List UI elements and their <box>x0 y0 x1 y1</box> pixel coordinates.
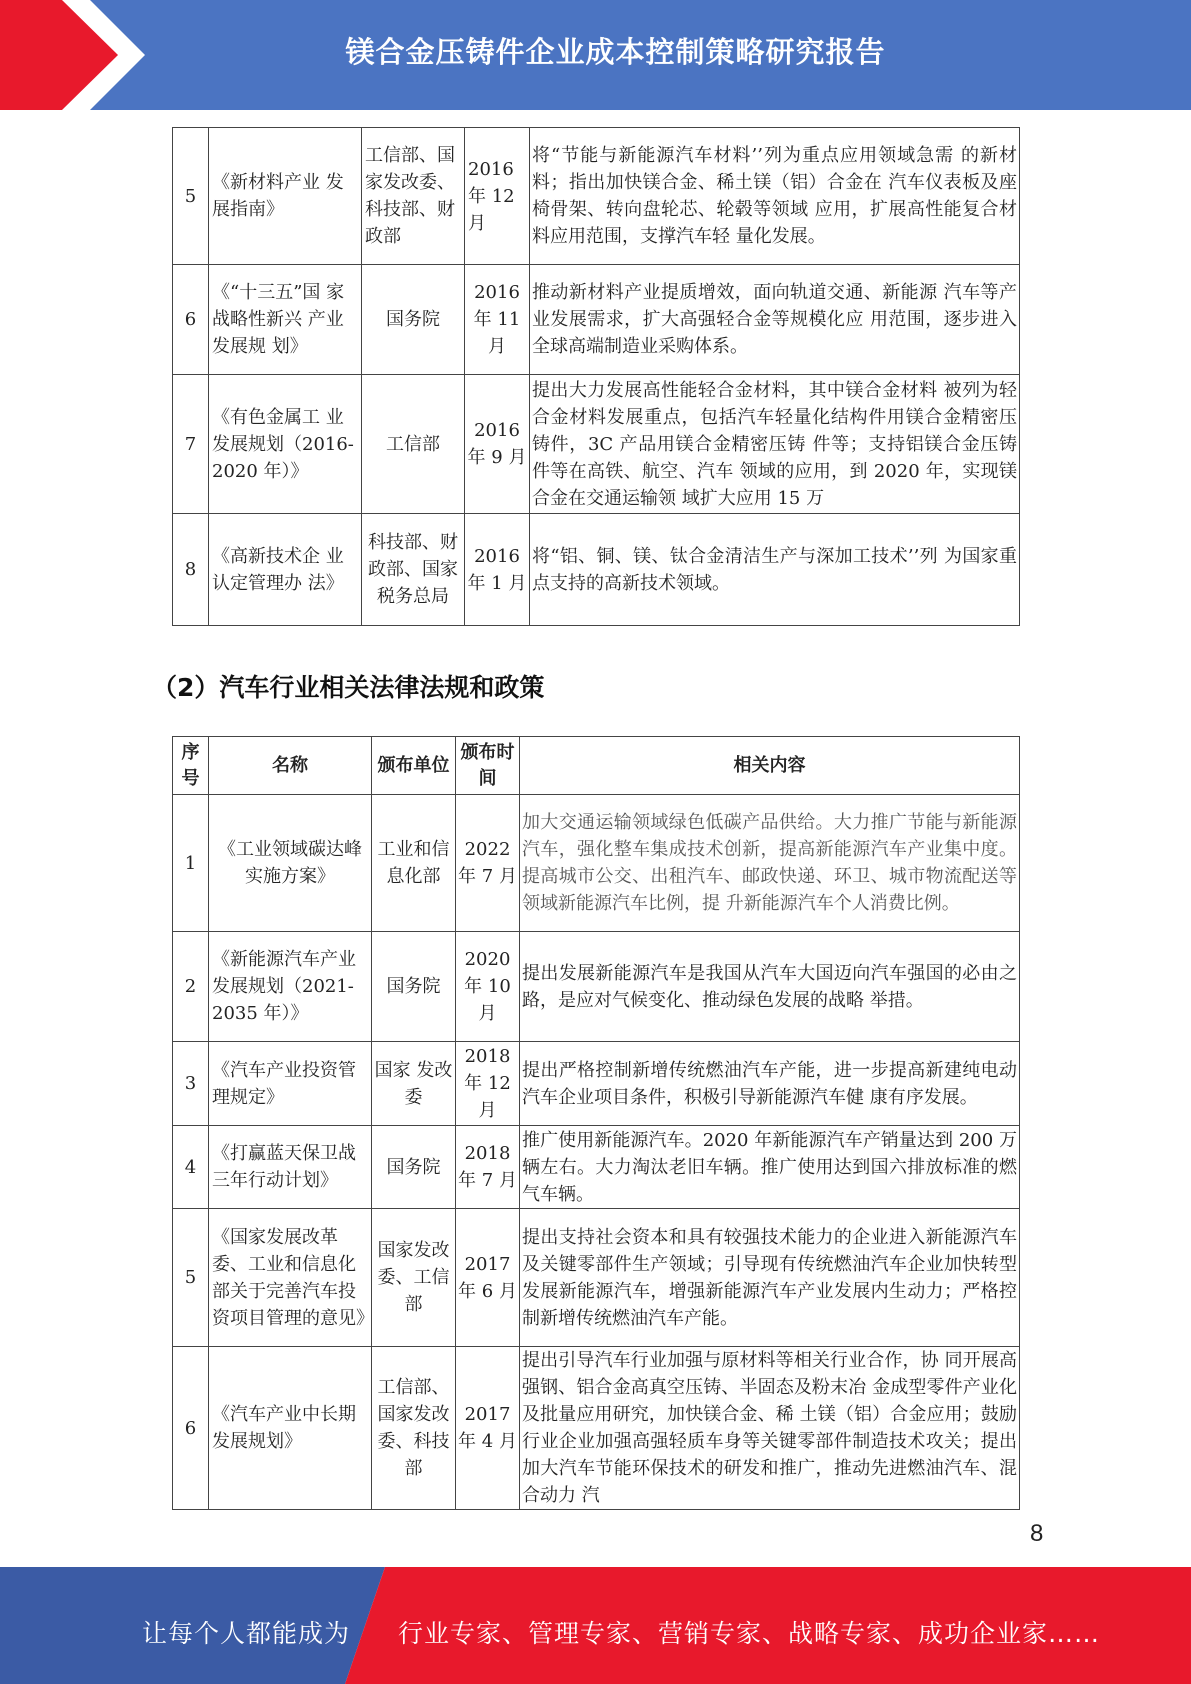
report-title: 镁合金压铸件企业成本控制策略研究报告 <box>345 35 886 69</box>
policy-date: 2016 年 9 月 <box>465 375 530 514</box>
policy-name: 《工业领域碳达峰实施方案》 <box>209 795 372 932</box>
policy-date: 2016 年 1 月 <box>465 514 530 626</box>
row-number: 1 <box>173 795 209 932</box>
policy-name: 《国家发展改革委、工业和信息化部关于完善汽车投资项目管理的意见》 <box>209 1209 372 1347</box>
table-row <box>173 1209 1020 1347</box>
policy-date: 2020 年 10 月 <box>456 932 520 1042</box>
policy-content: 提出引导汽车行业加强与原材料等相关行业合作，协 同开展高强钢、铝合金高真空压铸、半固态及粉末冶 金成型零件产业化及批量应用研究，加快镁合金、稀 土镁（铝）合金应用；鼓励行业企业加强高强轻质车身等关键零部件制造技术攻关；提出加大汽车节能环保技术的研发和推广，推动先进燃油汽车、混合动力 汽 <box>520 1347 1020 1510</box>
policy-name: 《高新技术企 业认定管理办 法》 <box>209 514 362 626</box>
policy-issuer: 工信部 <box>362 375 465 514</box>
policy-content: 提出发展新能源汽车是我国从汽车大国迈向汽车强国的必由之路，是应对气候变化、推动绿色发展的战略 举措。 <box>520 932 1020 1042</box>
table-row <box>173 265 1020 375</box>
policy-issuer: 工信部、国家发改委、科技部、财政部 <box>362 128 465 265</box>
page-header <box>0 0 1191 110</box>
table-row <box>173 514 1020 626</box>
footer-slogan-right: 行业专家、管理专家、营销专家、战略专家、成功企业家…… <box>398 1619 1101 1648</box>
header-content: 相关内容 <box>520 737 1020 795</box>
policy-date: 2022 年 7 月 <box>456 795 520 932</box>
policy-content: 推广使用新能源汽车。2020 年新能源汽车产销量达到 200 万辆左右。大力淘汰老旧车辆。推广使用达到国六排放标准的燃气车辆。 <box>520 1126 1020 1209</box>
policy-issuer: 国务院 <box>372 932 456 1042</box>
policy-content: 提出大力发展高性能轻合金材料，其中镁合金材料 被列为轻合金材料发展重点，包括汽车轻量化结构件用镁合金精密压铸件，3C 产品用镁合金精密压铸 件等；支持铝镁合金压铸件等在高铁、航空、汽车 领域的应用，到 2020 年，实现镁合金在交通运输领 域扩大应用 15 万 <box>530 375 1020 514</box>
header-name: 名称 <box>209 737 372 795</box>
row-number: 7 <box>173 375 209 514</box>
table-row <box>173 375 1020 514</box>
policy-name: 《“十三五”国 家战略性新兴 产业发展规 划》 <box>209 265 362 375</box>
policy-content: 推动新材料产业提质增效，面向轨道交通、新能源 汽车等产业发展需求，扩大高强轻合金等规模化应 用范围，逐步进入全球高端制造业采购体系。 <box>530 265 1020 375</box>
table-row <box>173 932 1020 1042</box>
row-number: 5 <box>173 128 209 265</box>
footer-slogan-left: 让每个人都能成为 <box>142 1619 351 1648</box>
policy-table-continued <box>172 127 1020 626</box>
table-row <box>173 1347 1020 1510</box>
table-row <box>173 1042 1020 1126</box>
header-issuer: 颁布单位 <box>372 737 456 795</box>
header-date: 颁布时间 <box>456 737 520 795</box>
policy-date: 2016 年 12 月 <box>465 128 530 265</box>
table-header-row <box>173 737 1020 795</box>
policy-content: 将“节能与新能源汽车材料’’列为重点应用领域急需 的新材料；指出加快镁合金、稀土镁（铝）合金在 汽车仪表板及座椅骨架、转向盘轮芯、轮毂等领域 应用，扩展高性能复合材料应用范围，支撑汽车轻 量化发展。 <box>530 128 1020 265</box>
page-footer <box>0 1567 1191 1684</box>
row-number: 4 <box>173 1126 209 1209</box>
policy-issuer: 国务院 <box>362 265 465 375</box>
policy-content: 提出严格控制新增传统燃油汽车产能，进一步提高新建纯电动汽车企业项目条件，积极引导新能源汽车健 康有序发展。 <box>520 1042 1020 1126</box>
policy-date: 2016 年 11 月 <box>465 265 530 375</box>
policy-issuer: 工业和信息化部 <box>372 795 456 932</box>
policy-issuer: 国家发改委、工信部 <box>372 1209 456 1347</box>
row-number: 5 <box>173 1209 209 1347</box>
policy-name: 《新材料产业 发展指南》 <box>209 128 362 265</box>
header-number: 序号 <box>173 737 209 795</box>
policy-issuer: 科技部、财政部、国家税务总局 <box>362 514 465 626</box>
policy-date: 2017 年 4 月 <box>456 1347 520 1510</box>
policy-name: 《汽车产业投资管理规定》 <box>209 1042 372 1126</box>
row-number: 3 <box>173 1042 209 1126</box>
policy-date: 2018 年 12 月 <box>456 1042 520 1126</box>
table-row <box>173 795 1020 932</box>
row-number: 8 <box>173 514 209 626</box>
policy-date: 2018 年 7 月 <box>456 1126 520 1209</box>
policy-name: 《打赢蓝天保卫战三年行动计划》 <box>209 1126 372 1209</box>
section-heading: （2）汽车行业相关法律法规和政策 <box>152 673 545 702</box>
policy-date: 2017 年 6 月 <box>456 1209 520 1347</box>
auto-policy-table <box>172 736 1020 1510</box>
row-number: 2 <box>173 932 209 1042</box>
row-number: 6 <box>173 1347 209 1510</box>
policy-content: 加大交通运输领域绿色低碳产品供给。大力推广节能与新能源汽车，强化整车集成技术创新，提高新能源汽车产业集中度。提高城市公交、出租汽车、邮政快递、环卫、城市物流配送等领域新能源汽车比例，提 升新能源汽车个人消费比例。 <box>520 795 1020 932</box>
table-row <box>173 1126 1020 1209</box>
policy-name: 《汽车产业中长期发展规划》 <box>209 1347 372 1510</box>
policy-issuer: 工信部、国家发改委、科技部 <box>372 1347 456 1510</box>
policy-content: 将“铝、铜、镁、钛合金清洁生产与深加工技术’’列 为国家重点支持的高新技术领域。 <box>530 514 1020 626</box>
policy-name: 《新能源汽车产业发展规划（2021-2035 年）》 <box>209 932 372 1042</box>
row-number: 6 <box>173 265 209 375</box>
policy-content: 提出支持社会资本和具有较强技术能力的企业进入新能源汽车及关键零部件生产领域；引导现有传统燃油汽车企业加快转型发展新能源汽车，增强新能源汽车产业发展内生动力；严格控制新增传统燃油汽车产能。 <box>520 1209 1020 1347</box>
page-number: 8 <box>1030 1520 1044 1547</box>
policy-issuer: 国家 发改委 <box>372 1042 456 1126</box>
policy-issuer: 国务院 <box>372 1126 456 1209</box>
table-row <box>173 128 1020 265</box>
policy-name: 《有色金属工 业发展规划（2016-2020 年）》 <box>209 375 362 514</box>
